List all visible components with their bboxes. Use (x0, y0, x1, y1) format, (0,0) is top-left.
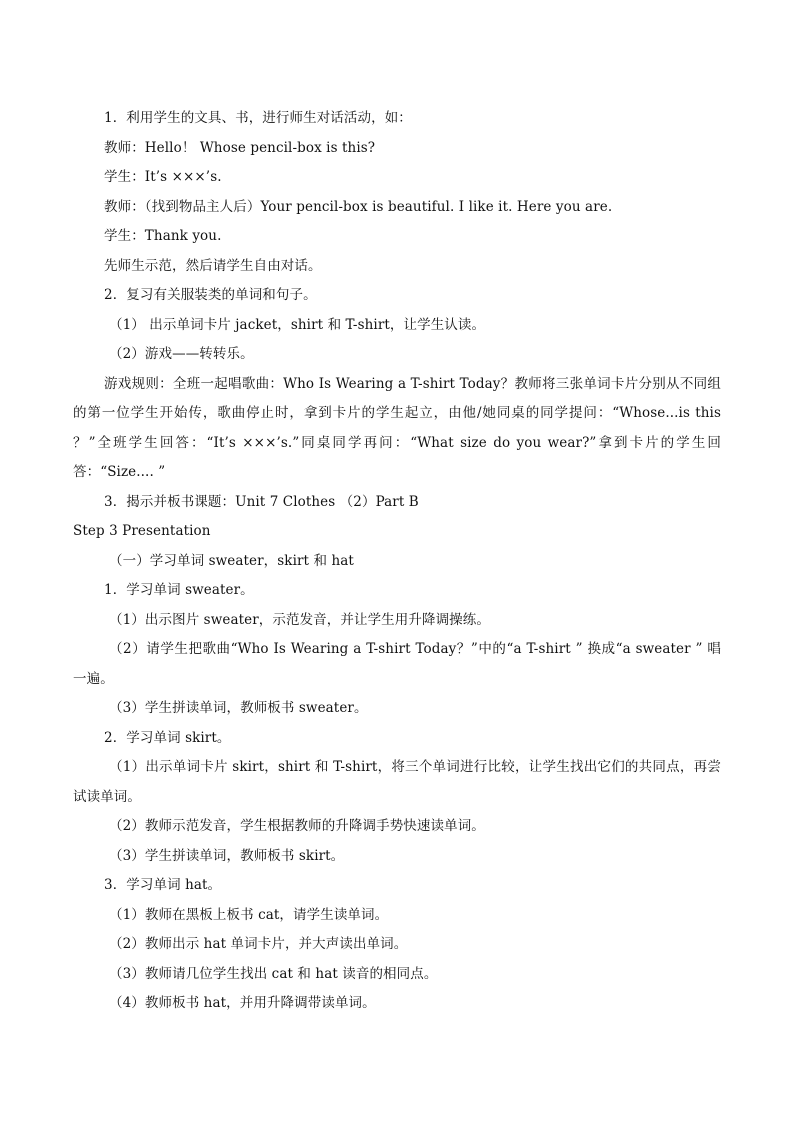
heading-hat: 3．学习单词 hat。 (104, 877, 222, 893)
step-show-cards: （1） 出示单词卡片 jacket，shirt 和 T-shirt，让学生认读。 (109, 316, 486, 333)
subsection-words: （一）学习单词 sweater，skirt 和 hat (109, 552, 354, 569)
document-body (73, 104, 721, 1019)
dialogue-teacher-2: 教师：（找到物品主人后）Your pencil-box is beautiful. I like it. Here you are. (104, 198, 613, 215)
dialogue-student-2: 学生：Thank you. (104, 228, 222, 244)
step-hat-4: （4）教师板书 hat，并用升降调带读单词。 (109, 995, 376, 1011)
dialogue-student-1: 学生：It’s ×××’s. (104, 169, 222, 185)
step-game: （2）游戏——转转乐。 (109, 346, 254, 362)
paragraph-game-rules: 游戏规则：全班一起唱歌曲：Who Is Wearing a T-shirt Today？教师将三张单词卡片分别从不同组的第一位学生开始传，歌曲停止时，拿到卡片的学生起立，由他/她同桌的同学提问：“Whose...is this ？”全班学生回答：“It’s ×××’s.”同桌同学再问：“What size do you wear?”拿到卡片的学生回答：“Size.... ” (73, 375, 721, 480)
heading-skirt: 2．学习单词 skirt。 (104, 729, 231, 746)
heading-sweater: 1．学习单词 sweater。 (104, 582, 254, 598)
dialogue-teacher-1: 教师：Hello！ Whose pencil-box is this? (104, 139, 376, 156)
step-hat-3: （3）教师请几位学生找出 cat 和 hat 读音的相同点。 (109, 965, 438, 982)
step-sweater-3: （3）学生拼读单词，教师板书 sweater。 (109, 700, 368, 716)
step-sweater-1: （1）出示图片 sweater，示范发音，并让学生用升降调操练。 (109, 611, 490, 628)
paragraph-demo: 先师生示范，然后请学生自由对话。 (104, 257, 322, 274)
step-skirt-1: （1）出示单词卡片 skirt，shirt 和 T-shirt，将三个单词进行比较，让学生找出它们的共同点，再尝试读单词。 (73, 759, 721, 805)
step-skirt-3: （3）学生拼读单词，教师板书 skirt。 (109, 847, 345, 864)
heading-review: 2．复习有关服装类的单词和句子。 (104, 287, 317, 303)
step-hat-1: （1）教师在黑板上板书 cat，请学生读单词。 (109, 906, 389, 923)
step-sweater-2: （2）请学生把歌曲“Who Is Wearing a T-shirt Today？”中的“a T-shirt ” 换成“a sweater ” 唱一遍。 (73, 641, 721, 687)
section-presentation: Step 3 Presentation (73, 523, 211, 539)
step-skirt-2: （2）教师示范发音，学生根据教师的升降调手势快速读单词。 (109, 818, 485, 834)
heading-lesson-title: 3．揭示并板书课题：Unit 7 Clothes （2）Part B (104, 493, 419, 510)
paragraph-activity-intro: 1．利用学生的文具、书，进行师生对话活动，如： (104, 110, 412, 126)
step-hat-2: （2）教师出示 hat 单词卡片，并大声读出单词。 (109, 936, 408, 952)
